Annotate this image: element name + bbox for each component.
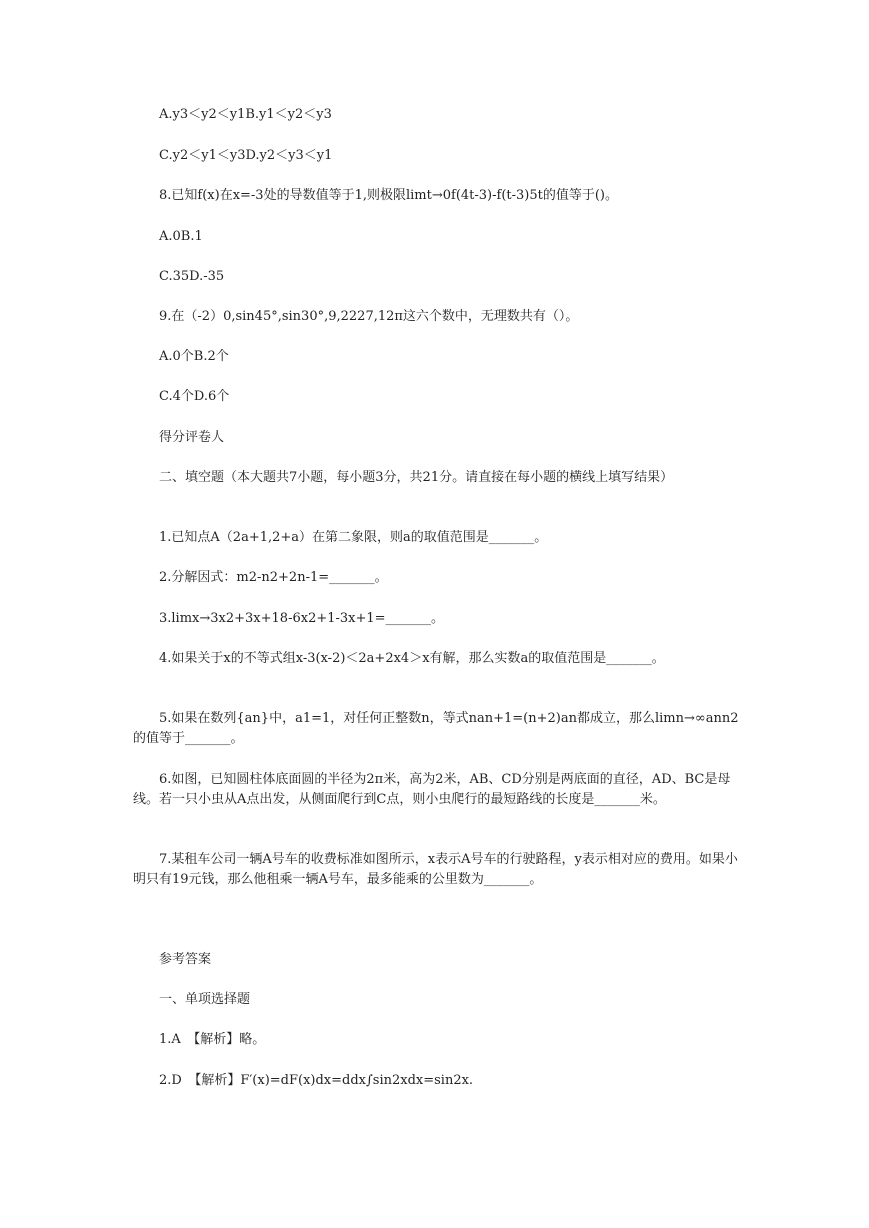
fill-question-7: 7.某租车公司一辆A号车的收费标准如图所示，x表示A号车的行驶路程，y表示相对应的费用。如果小明只有19元钱，那么他租乘一辆A号车，最多能乘的公里数为_______。 (133, 852, 738, 887)
fill-question-3: 3.limx→3x2+3x+18-6x2+1-3x+1=_______。 (133, 611, 445, 626)
question-8: 8.已知f(x)在x=-3处的导数值等于1,则极限limt→0f(4t-3)-f(t-3)5t的值等于()。 (133, 188, 618, 203)
section-2-heading: 二、填空题（本大题共7小题，每小题3分，共21分。请直接在每小题的横线上填写结果） (133, 470, 674, 485)
q9-options-ab: A.0个B.2个 (133, 349, 229, 364)
answers-section-1: 一、单项选择题 (133, 992, 251, 1007)
fill-question-5: 5.如果在数列{an}中，a1=1，对任何正整数n，等式nan+1=(n+2)an都成立，那么limn→∞ann2的值等于_______。 (133, 711, 739, 746)
q7-options-ab: A.y3＜y2＜y1B.y1＜y2＜y3 (133, 107, 332, 122)
fill-question-6: 6.如图，已知圆柱体底面圆的半径为2π米，高为2米，AB、CD分别是两底面的直径，AD、BC是母线。若一只小虫从A点出发，从侧面爬行到C点，则小虫爬行的最短路线的长度是_______米。 (133, 772, 731, 807)
fill-question-1: 1.已知点A（2a+1,2+a）在第二象限，则a的取值范围是_______。 (133, 530, 548, 545)
answers-heading: 参考答案 (133, 952, 212, 967)
fill-question-2: 2.分解因式：m2-n2+2n-1=_______。 (133, 570, 388, 585)
q9-options-cd: C.4个D.6个 (133, 389, 230, 404)
q8-options-cd: C.35D.-35 (133, 269, 225, 284)
answer-2: 2.D 【解析】F′(x)=dF(x)dx=ddx∫sin2xdx=sin2x. (133, 1073, 474, 1088)
question-9: 9.在（-2）0,sin45°,sin30°,9,2227,12π这六个数中，无理数共有（）。 (133, 309, 579, 324)
score-grader-label: 得分评卷人 (133, 430, 225, 445)
fill-question-4: 4.如果关于x的不等式组x-3(x-2)＜2a+2x4＞x有解，那么实数a的取值范围是_______。 (133, 651, 665, 666)
q7-options-cd: C.y2＜y1＜y3D.y2＜y3＜y1 (133, 148, 333, 163)
q8-options-ab: A.0B.1 (133, 229, 203, 244)
answer-1: 1.A 【解析】略。 (133, 1032, 266, 1047)
